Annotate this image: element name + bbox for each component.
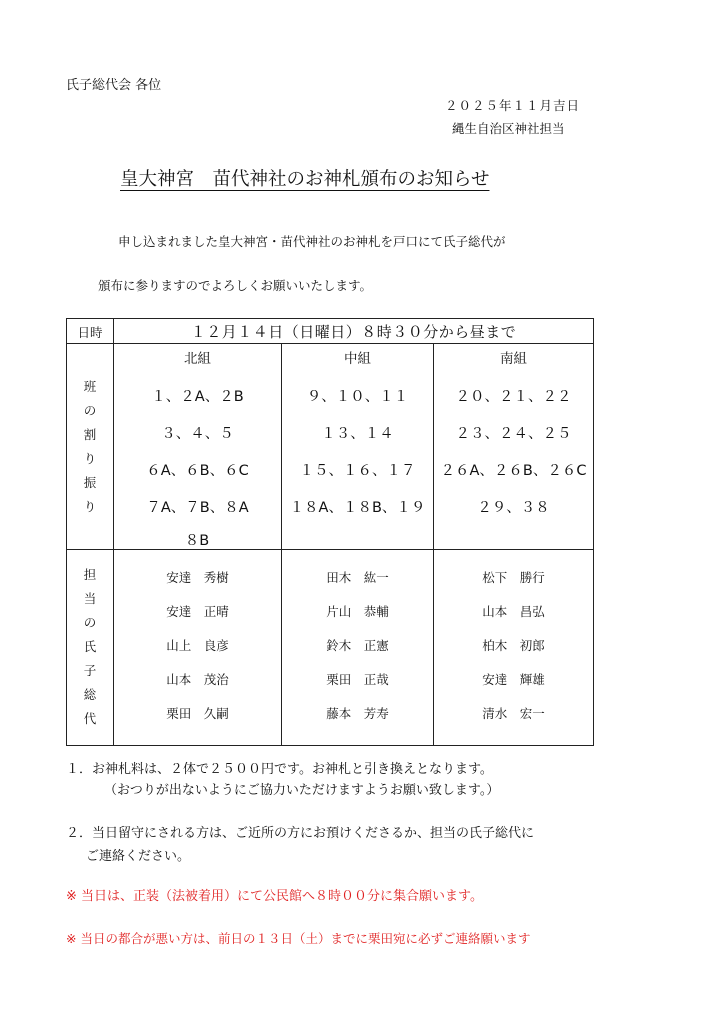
assignment-item: ９、１０、１１ — [306, 389, 409, 405]
representative-name: 山上 良彦 — [166, 638, 229, 653]
assignment-item: １８A、１８B、１９ — [289, 500, 426, 516]
representative-name: 安達 秀樹 — [166, 570, 229, 585]
representative-name: 山本 昌弘 — [482, 604, 545, 619]
representatives-label: 担 当 の 氏 子 総 代 — [83, 567, 97, 726]
intro-line-2: 頒布に参りますのでよろしくお願いいたします。 — [98, 278, 373, 293]
representative-name: 安達 正晴 — [166, 604, 229, 619]
group-header-north: 北組 — [184, 351, 211, 367]
warning-2: ※ 当日の都合が悪い方は、前日の１３日（土）までに栗田宛に必ずご連絡願います — [66, 931, 531, 946]
assignment-item: １３、１４ — [321, 426, 394, 442]
representative-name: 清水 宏一 — [482, 706, 545, 721]
representative-name: 松下 勝行 — [482, 570, 545, 585]
assignment-item: ２９、３８ — [477, 500, 550, 516]
note-2-line-1: ２．当日留守にされる方は、ご近所の方にお預けくださるか、担当の氏子総代に — [66, 826, 535, 841]
note-2-line-2: ご連絡ください。 — [86, 849, 191, 864]
representative-name: 藤本 芳寿 — [326, 706, 389, 721]
assignment-item: ８B — [184, 533, 210, 549]
assignment-label: 班 の 割 り 振 り — [83, 379, 97, 514]
representative-name: 柏木 初郎 — [482, 638, 545, 653]
note-1-line-2: （おつりが出ないようにご協力いただけますようお願い致します。） — [104, 783, 500, 798]
representative-name: 栗田 久嗣 — [166, 706, 229, 721]
date-label: 日時 — [77, 325, 103, 340]
representative-name: 田木 紘一 — [326, 570, 389, 585]
representative-name: 片山 恭輔 — [326, 604, 389, 619]
page-title: 皇大神宮 苗代神社のお神札頒布のお知らせ — [120, 169, 490, 190]
row-divider — [67, 343, 593, 344]
date-value: １２月１４日（日曜日）８時３０分から昼まで — [190, 323, 517, 341]
representative-name: 鈴木 正憲 — [326, 638, 389, 653]
representative-name: 安達 輝雄 — [482, 672, 545, 687]
assignment-item: １５、１６、１７ — [299, 463, 416, 479]
representative-name: 山本 茂治 — [166, 672, 229, 687]
intro-line-1: 申し込まれました皇大神宮・苗代神社のお神札を戸口にて氏子総代が — [118, 234, 506, 249]
distribution-table — [66, 318, 594, 746]
issue-date: ２０２５年１１月吉日 — [445, 98, 581, 113]
assignment-item: ３、４、５ — [161, 426, 234, 442]
row-divider — [67, 549, 593, 550]
author: 縄生自治区神社担当 — [452, 121, 565, 136]
assignment-item: ７A、７B、８A — [146, 500, 249, 516]
warning-1: ※ 当日は、正装（法被着用）にて公民館へ８時００分に集合願います。 — [66, 889, 483, 904]
representative-name: 栗田 正哉 — [326, 672, 389, 687]
assignment-item: １、２A、２B — [151, 389, 244, 405]
group-header-south: 南組 — [500, 351, 527, 367]
assignment-item: ２６A、２６B、２６C — [440, 463, 587, 479]
assignment-item: ２３、２４、２５ — [455, 426, 572, 442]
assignment-item: ６A、６B、６C — [146, 463, 249, 479]
assignment-item: ２０、２１、２２ — [455, 389, 572, 405]
group-header-center: 中組 — [344, 351, 371, 367]
note-1-line-1: １．お神札料は、２体で２５００円です。お神札と引き換えとなります。 — [66, 762, 493, 777]
addressee: 氏子総代会 各位 — [66, 78, 162, 93]
